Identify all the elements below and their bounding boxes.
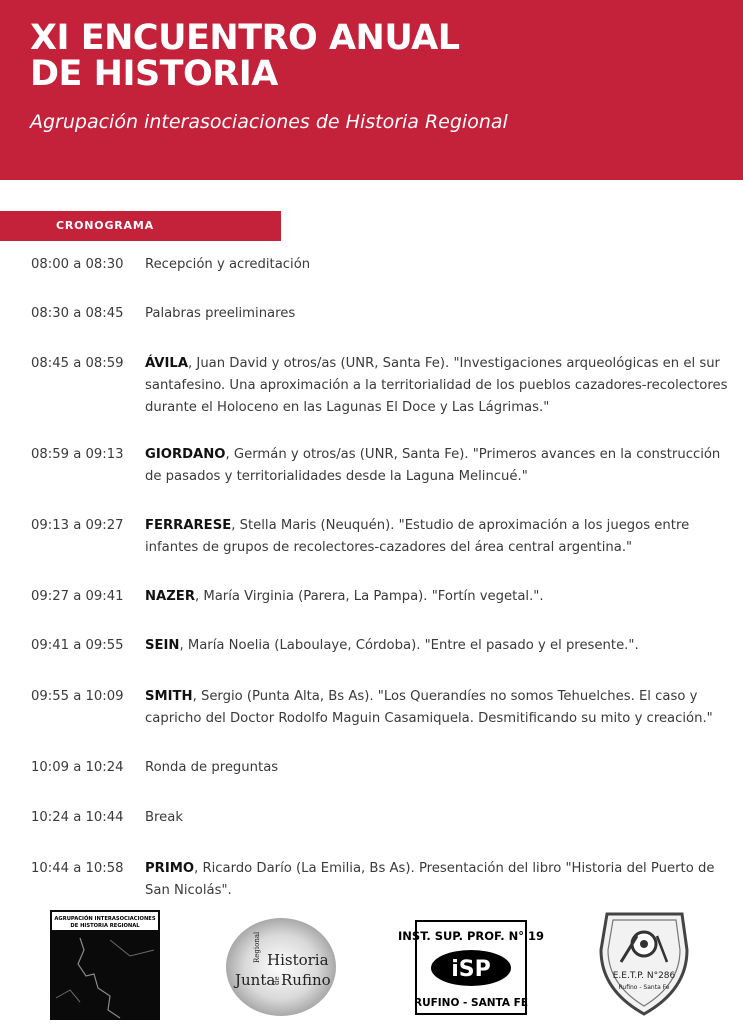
isp-logo [398, 920, 544, 1015]
schedule-time: 10:09 a 10:24 [31, 760, 124, 775]
junta-logo-de: de [273, 976, 281, 985]
schedule-text: , Germán y otros/as (UNR, Santa Fe). "Primeros avances en la construcción de pasados y territorialidades desde la Laguna Melincué." [145, 447, 721, 484]
schedule-description [145, 635, 735, 657]
schedule-description [145, 515, 735, 559]
schedule-time: 08:30 a 08:45 [31, 306, 124, 321]
schedule-text: , María Noelia (Laboulaye, Córdoba). "Entre el pasado y el presente.". [179, 638, 639, 653]
schedule-description [145, 353, 735, 419]
schedule-description [145, 807, 735, 829]
junta-logo-junta: Junta [235, 971, 276, 989]
schedule-text: , Ricardo Darío (La Emilia, Bs As). Presentación del libro "Historia del Puerto de San Nicolás". [145, 861, 715, 898]
schedule-description [145, 858, 735, 902]
schedule-text: , Juan David y otros/as (UNR, Santa Fe). "Investigaciones arqueológicas en el sur santafesino. Una aproximación a la territorialidad de los pueblos cazadores-recolectores durante el Holoceno en las Lagunas El Doce y Las Lágrimas." [145, 356, 728, 415]
speaker-surname: ÁVILA [145, 356, 189, 371]
schedule-description [145, 444, 735, 488]
schedule-text: , María Virginia (Parera, La Pampa). "Fortín vegetal.". [194, 589, 544, 604]
isp-logo-bottom: RUFINO - SANTA FE [413, 997, 529, 1009]
schedule-description [145, 686, 735, 730]
schedule-text: , Stella Maris (Neuquén). "Estudio de aproximación a los juegos entre infantes de grupos de recolectores-cazadores del área central argentina." [145, 518, 690, 555]
schedule-description [145, 303, 735, 325]
schedule-time: 08:59 a 09:13 [31, 447, 124, 462]
junta-logo-historia: Historia [267, 951, 329, 969]
schedule-text: , Sergio (Punta Alta, Bs As). "Los Querandíes no somos Tehuelches. El caso y capricho del Doctor Rodolfo Maguin Casamiquela. Desmitificando su mito y creación." [145, 689, 713, 726]
schedule-text: Palabras preeliminares [145, 306, 296, 321]
junta-historia-logo [225, 917, 337, 1017]
schedule-time: 08:00 a 08:30 [31, 257, 124, 272]
speaker-surname: SMITH [145, 689, 193, 704]
agrupacion-logo [50, 910, 160, 1020]
schedule-text: Recepción y acreditación [145, 257, 311, 272]
speaker-surname: NAZER [145, 589, 195, 604]
header-banner [0, 0, 743, 180]
schedule-time: 09:55 a 10:09 [31, 689, 124, 704]
agrupacion-logo-line1: AGRUPACIÓN INTERASOCIACIONES [54, 916, 156, 922]
junta-logo-regional: Regional [253, 931, 261, 963]
title-line-1: XI ENCUENTRO ANUAL [30, 18, 460, 58]
schedule-time: 10:24 a 10:44 [31, 810, 124, 825]
isp-logo-mid: iSP [451, 957, 491, 982]
speaker-surname: PRIMO [145, 861, 195, 876]
schedule-description [145, 757, 735, 779]
eetp-logo-place: Rufino - Santa Fe [618, 984, 670, 991]
junta-logo-rufino: Rufino [281, 971, 331, 989]
section-heading-cronograma: CRONOGRAMA [0, 211, 281, 241]
page-subtitle: Agrupación interasociaciones de Historia Regional [30, 111, 508, 133]
eetp-shield-logo [597, 910, 692, 1018]
sponsor-logos [0, 905, 743, 1020]
speaker-surname: FERRARESE [145, 518, 232, 533]
speaker-surname: GIORDANO [145, 447, 226, 462]
schedule-time: 08:45 a 08:59 [31, 356, 124, 371]
page-title [30, 20, 460, 92]
isp-logo-top: INST. SUP. PROF. N° 19 [398, 929, 544, 943]
schedule-time: 09:27 a 09:41 [31, 589, 124, 604]
schedule-time: 09:13 a 09:27 [31, 518, 124, 533]
speaker-surname: SEIN [145, 638, 180, 653]
schedule-description [145, 586, 735, 608]
agrupacion-logo-line2: DE HISTORIA REGIONAL [70, 923, 140, 929]
schedule-text: Ronda de preguntas [145, 760, 279, 775]
schedule-description [145, 254, 735, 276]
title-line-2: DE HISTORIA [30, 54, 278, 94]
schedule-time: 09:41 a 09:55 [31, 638, 124, 653]
eetp-logo-name: E.E.T.P. N°286 [612, 971, 676, 981]
schedule-text: Break [145, 810, 184, 825]
schedule-time: 10:44 a 10:58 [31, 861, 124, 876]
